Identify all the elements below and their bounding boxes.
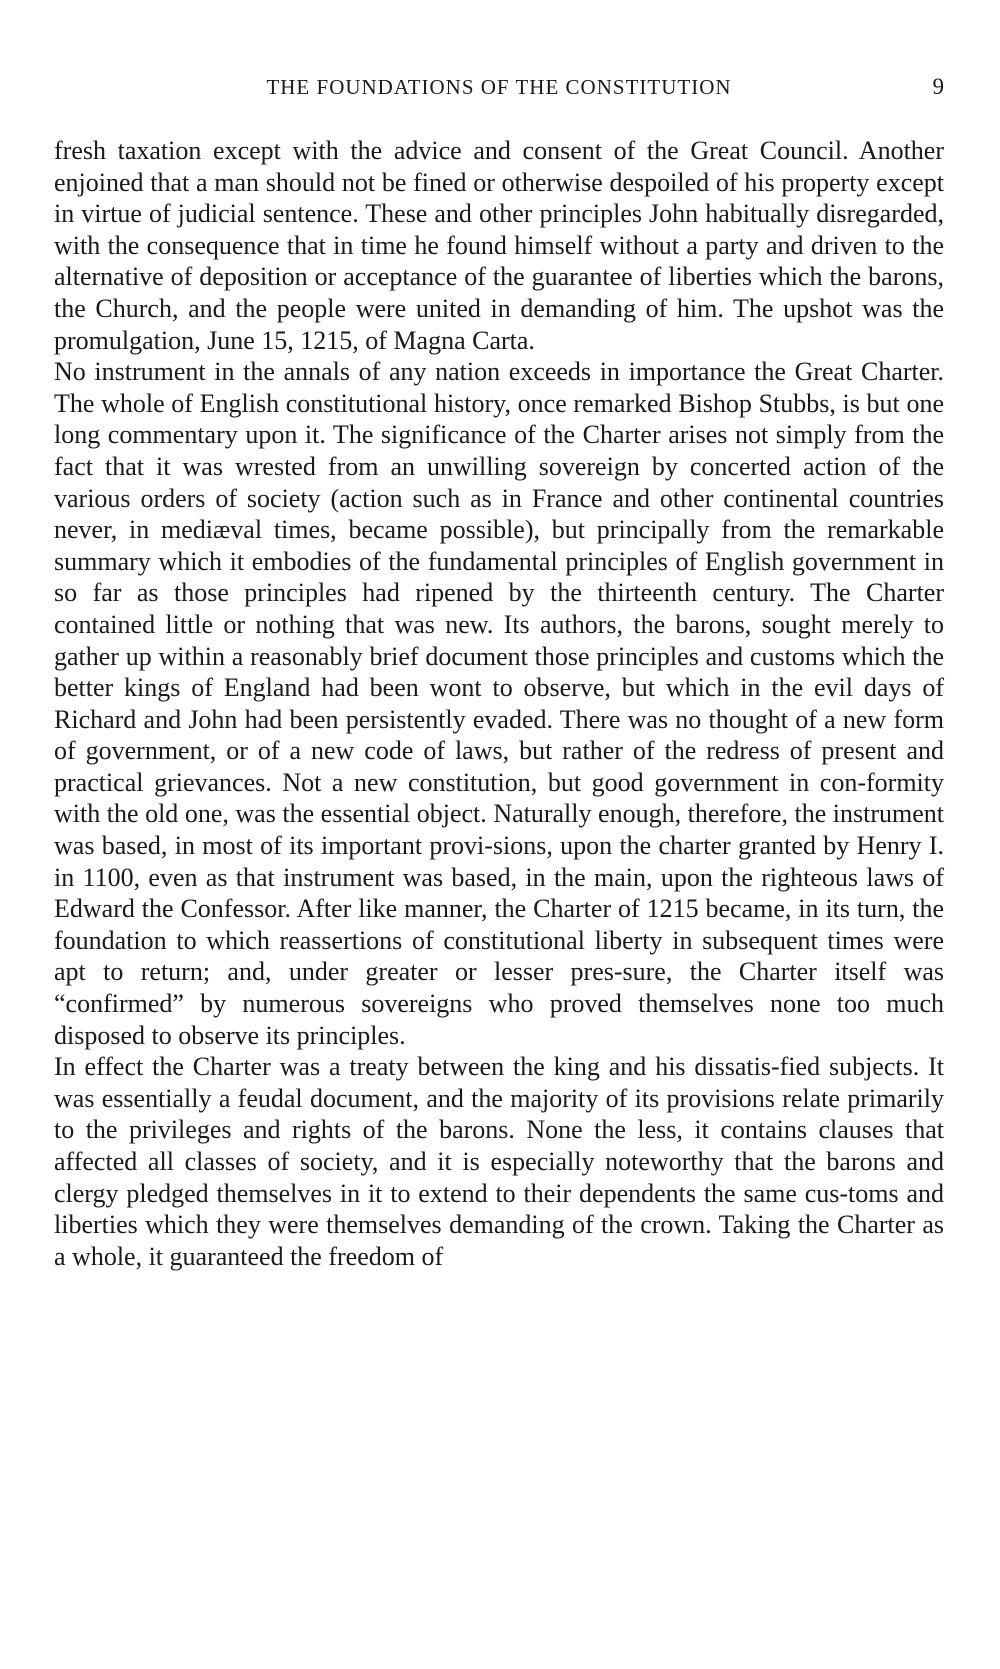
- paragraph: In effect the Charter was a treaty between the king and his dissatis-fied subjects. It was essentially a feudal document, and the majority of its provisions relate primarily to the privileges and rights of the barons. None the less, it contains clauses that affected all classes of society, and it is especially noteworthy that the barons and clergy pledged themselves in it to extend to their dependents the same cus-toms and liberties which they were themselves demanding of the crown. Taking the Charter as a whole, it guaranteed the freedom of: [54, 1052, 944, 1271]
- running-head: THE FOUNDATIONS OF THE CONSTITUTION: [266, 75, 732, 99]
- page-number: 9: [932, 74, 944, 99]
- paragraph: No instrument in the annals of any nation exceeds in importance the Great Charter. The whole of English constitutional history, once remarked Bishop Stubbs, is but one long commentary upon it. The significance of the Charter arises not simply from the fact that it was wrested from an unwilling sovereign by concerted action of the various orders of society (action such as in France and other continental countries never, in mediæval times, became possible), but principally from the remarkable summary which it embodies of the fundamental principles of English government in so far as those principles had ripened by the thirteenth century. The Charter contained little or nothing that was new. Its authors, the barons, sought merely to gather up within a reasonably brief document those principles and customs which the better kings of England had been wont to observe, but which in the evil days of Richard and John had been persistently evaded. There was no thought of a new form of government, or of a new code of laws, but rather of the redress of present and practical grievances. Not a new constitution, but good government in con-formity with the old one, was the essential object. Naturally enough, therefore, the instrument was based, in most of its important provi-sions, upon the charter granted by Henry I. in 1100, even as that instrument was based, in the main, upon the righteous laws of Edward the Confessor. After like manner, the Charter of 1215 became, in its turn, the foundation to which reassertions of constitutional liberty in subsequent times were apt to return; and, under greater or lesser pres-sure, the Charter itself was “confirmed” by numerous sovereigns who proved themselves none too much disposed to observe its principles.: [54, 357, 944, 1050]
- page-header: [54, 72, 944, 102]
- paragraph: fresh taxation except with the advice and consent of the Great Council. Another enjoined that a man should not be fined or otherwise despoiled of his property except in virtue of judicial sentence. These and other principles John habitually disregarded, with the consequence that in time he found himself without a party and driven to the alternative of deposition or acceptance of the guarantee of liberties which the barons, the Church, and the people were united in demanding of him. The upshot was the promulgation, June 15, 1215, of Magna Carta.: [54, 136, 944, 355]
- body-text: [54, 135, 944, 1272]
